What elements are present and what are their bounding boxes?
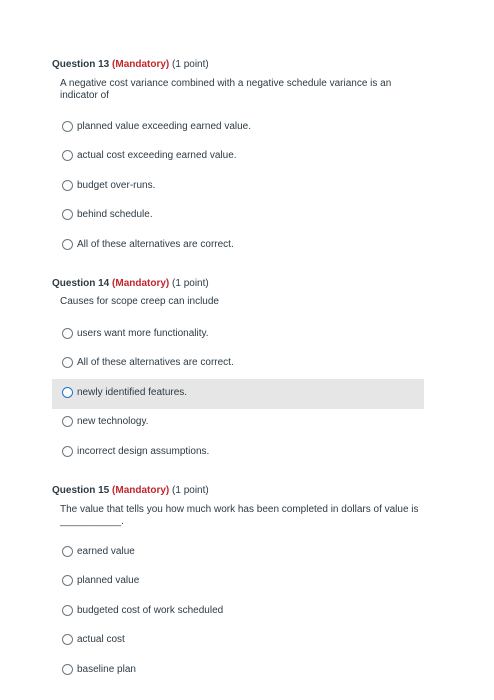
question-13 xyxy=(52,59,432,250)
radio-button[interactable] xyxy=(62,634,73,645)
answer-label[interactable]: planned value xyxy=(77,575,140,586)
answer-label[interactable]: new technology. xyxy=(77,416,149,427)
radio-button[interactable] xyxy=(62,121,73,132)
answer-label[interactable]: earned value xyxy=(77,546,135,557)
answer-label[interactable]: planned value exceeding earned value. xyxy=(77,121,252,132)
radio-button[interactable] xyxy=(62,150,73,161)
question-text: Causes for scope creep can include xyxy=(60,296,219,307)
answer-label[interactable]: All of these alternatives are correct. xyxy=(77,239,234,250)
answer-option[interactable] xyxy=(52,656,424,686)
answer-option[interactable] xyxy=(52,201,424,231)
question-14 xyxy=(52,278,432,457)
question-header xyxy=(52,278,432,290)
mandatory-label: (Mandatory) xyxy=(112,278,170,289)
question-title: Question 13 xyxy=(52,59,110,70)
mandatory-label: (Mandatory) xyxy=(112,485,170,496)
answer-option[interactable] xyxy=(52,320,424,350)
radio-button[interactable] xyxy=(62,387,73,398)
radio-button[interactable] xyxy=(62,357,73,368)
points-label: (1 point) xyxy=(172,485,209,496)
answer-label[interactable]: incorrect design assumptions. xyxy=(77,446,210,457)
answer-label[interactable]: behind schedule. xyxy=(77,209,153,220)
answer-label[interactable]: baseline plan xyxy=(77,664,136,675)
answer-option[interactable] xyxy=(52,172,424,202)
question-text: The value that tells you how much work has been completed in dollars of value is ___________. xyxy=(60,504,419,527)
radio-button[interactable] xyxy=(62,328,73,339)
question-text: A negative cost variance combined with a negative schedule variance is an indicator of xyxy=(60,78,392,101)
answer-option[interactable] xyxy=(52,142,424,172)
answer-label[interactable]: budgeted cost of work scheduled xyxy=(77,605,224,616)
answer-label[interactable]: All of these alternatives are correct. xyxy=(77,357,234,368)
answer-option-hovered[interactable] xyxy=(52,379,424,409)
question-title: Question 14 xyxy=(52,278,110,289)
answer-label[interactable]: actual cost xyxy=(77,634,125,645)
answer-option[interactable] xyxy=(52,408,424,438)
radio-button[interactable] xyxy=(62,416,73,427)
radio-button[interactable] xyxy=(62,209,73,220)
answer-label[interactable]: actual cost exceeding earned value. xyxy=(77,150,237,161)
question-15 xyxy=(52,485,432,675)
answer-option[interactable] xyxy=(52,231,424,261)
answer-option[interactable] xyxy=(52,113,424,143)
radio-button[interactable] xyxy=(62,605,73,616)
question-header xyxy=(52,59,432,71)
points-label: (1 point) xyxy=(172,278,209,289)
answer-label[interactable]: users want more functionality. xyxy=(77,328,209,339)
answer-label[interactable]: budget over-runs. xyxy=(77,180,156,191)
answer-option[interactable] xyxy=(52,597,424,627)
answer-option[interactable] xyxy=(52,567,424,597)
radio-button[interactable] xyxy=(62,664,73,675)
question-title: Question 15 xyxy=(52,485,110,496)
answer-option[interactable] xyxy=(52,626,424,656)
mandatory-label: (Mandatory) xyxy=(112,59,170,70)
radio-button[interactable] xyxy=(62,446,73,457)
answer-option[interactable] xyxy=(52,538,424,568)
radio-button[interactable] xyxy=(62,239,73,250)
answer-option[interactable] xyxy=(52,349,424,379)
answer-option[interactable] xyxy=(52,438,424,468)
answer-label[interactable]: newly identified features. xyxy=(77,387,188,398)
radio-button[interactable] xyxy=(62,546,73,557)
question-header xyxy=(52,485,432,497)
radio-button[interactable] xyxy=(62,180,73,191)
radio-button[interactable] xyxy=(62,575,73,586)
points-label: (1 point) xyxy=(172,59,209,70)
